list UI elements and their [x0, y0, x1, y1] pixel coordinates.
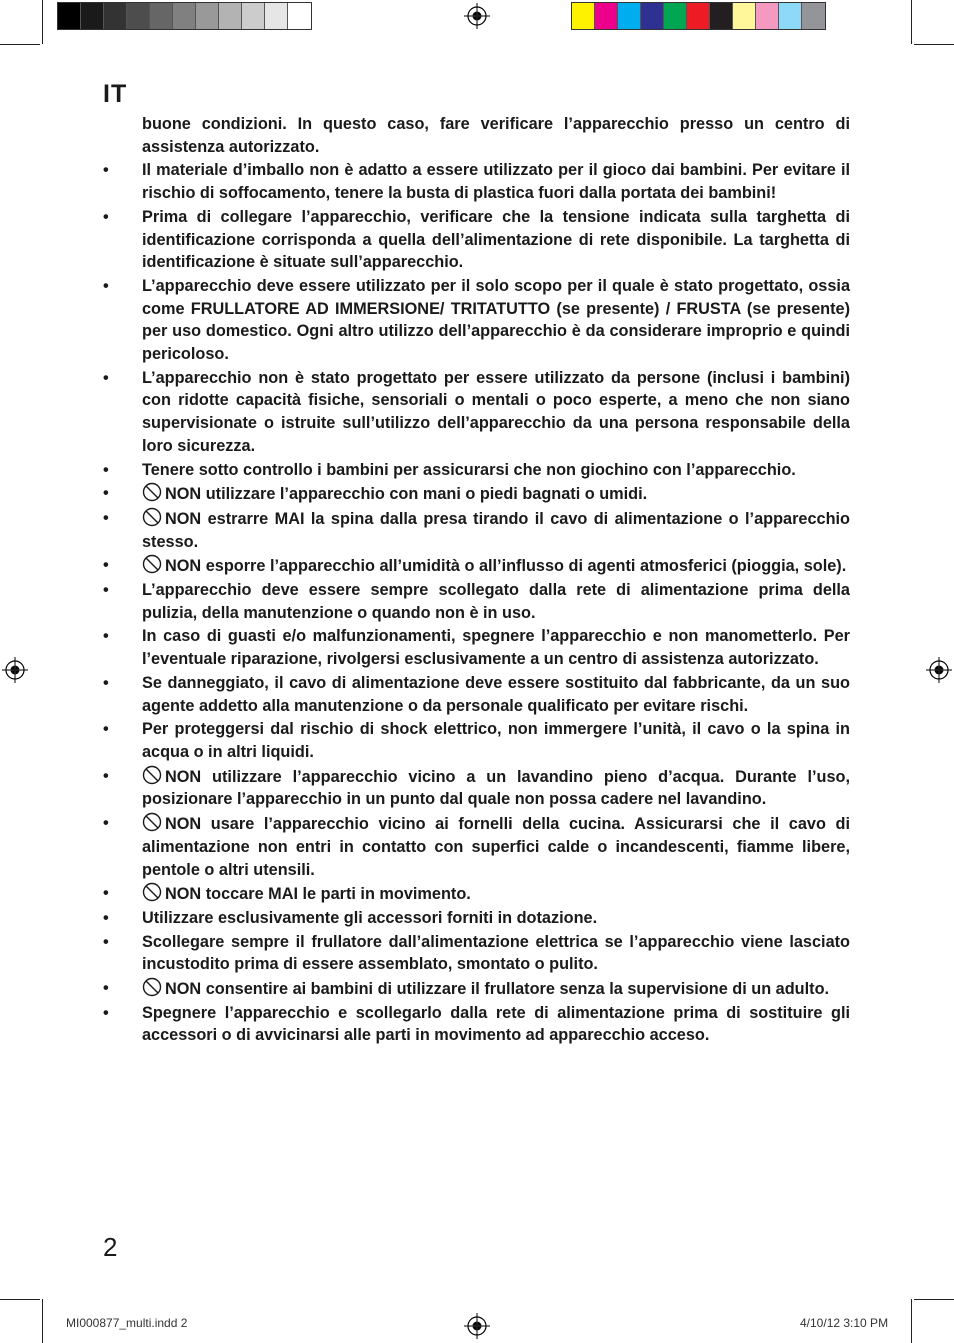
item-text: Spegnere l’apparecchio e scollegarlo dalla rete di alimentazione prima di sostituire gli accessori o di avvicinarsi alle parti in movimento ad apparecchio acceso.	[142, 1003, 850, 1045]
prohibition-icon	[142, 812, 162, 832]
bullet-marker: •	[103, 276, 109, 295]
crop-mark	[42, 1299, 43, 1343]
continued-paragraph	[103, 113, 850, 158]
color-swatch	[618, 3, 641, 29]
item-text: L’apparecchio deve essere sempre scollegato dalla rete di alimentazione prima della pulizia, della manutenzione o quando non è in uso.	[142, 581, 850, 622]
bullet-marker: •	[103, 766, 109, 785]
crop-mark	[914, 1299, 954, 1300]
bullet-marker: •	[103, 368, 109, 387]
gray-swatch	[127, 3, 150, 29]
bullet-marker: •	[103, 556, 109, 575]
bullet-item	[103, 554, 850, 578]
page-number: 2	[103, 1232, 118, 1262]
item-text: Per proteggersi dal rischio di shock elettrico, non immergere l’unità, il cavo o la spina in acqua o in altri liquidi.	[142, 720, 850, 761]
gray-swatch	[81, 3, 104, 29]
bullet-item	[103, 765, 850, 811]
bullet-item	[103, 718, 850, 763]
item-text: buone condizioni. In questo caso, fare verificare l’apparecchio presso un centro di assistenza autorizzato.	[142, 115, 850, 156]
bullet-item	[103, 459, 850, 482]
bullet-marker: •	[103, 932, 109, 951]
bullet-marker: •	[103, 1003, 109, 1022]
color-swatch	[779, 3, 802, 29]
bullet-item	[103, 931, 850, 976]
bullet-item	[103, 882, 850, 906]
item-text: Se danneggiato, il cavo di alimentazione deve essere sostituito dal fabbricante, da un suo agente addetto alla manutenzione o da personale qualificato per evitare rischi.	[142, 673, 850, 715]
process-color-bar	[571, 2, 826, 30]
registration-mark-icon	[464, 1313, 490, 1339]
bullet-marker: •	[103, 508, 109, 527]
item-text: L’apparecchio deve essere utilizzato per il solo scopo per il quale è stato progettato, ossia come FRULLATORE AD IMMERSIONE/ TRITATUTTO (se presente) / FRUSTA (se presente) per uso domestico. Ogni altro utilizzo dell’apparecchio è da considerare improprio e quindi pericoloso.	[142, 276, 850, 364]
prohibition-icon	[142, 554, 162, 574]
item-text: L’apparecchio non è stato progettato per essere utilizzato da persone (inclusi i bambini) con ridotte capacità fisiche, sensoriali o mentali o poco esperte, a meno che non siano supervisionate o istruite sull’utilizzo dell’apparecchio da una persona responsabile della loro sicurezza.	[142, 368, 850, 455]
item-text: NON consentire ai bambini di utilizzare il frullatore senza la supervisione di un adulto.	[165, 980, 830, 999]
bullet-marker: •	[103, 161, 109, 180]
crop-mark	[0, 44, 40, 45]
safety-instructions-list	[103, 113, 850, 1048]
bullet-marker: •	[103, 720, 109, 739]
prohibition-icon	[142, 977, 162, 997]
footer-timestamp: 4/10/12 3:10 PM	[800, 1316, 889, 1330]
item-text: Prima di collegare l’apparecchio, verificare che la tensione indicata sulla targhetta di identificazione corrisponda a quella dell’alimentazione di rete disponibile. La targhetta di identificazione è situate sull’apparecchio.	[142, 207, 850, 272]
bullet-item	[103, 812, 850, 881]
bullet-item	[103, 1002, 850, 1047]
item-text: NON toccare MAI le parti in movimento.	[165, 885, 471, 904]
color-swatch	[595, 3, 618, 29]
gray-swatch	[173, 3, 196, 29]
bullet-marker: •	[103, 673, 109, 692]
bullet-marker: •	[103, 207, 109, 226]
bullet-item	[103, 672, 850, 717]
registration-mark-icon	[926, 657, 952, 683]
bullet-item	[103, 482, 850, 506]
color-swatch	[687, 3, 710, 29]
item-text: Utilizzare esclusivamente gli accessori forniti in dotazione.	[142, 908, 598, 927]
grayscale-color-bar	[57, 2, 312, 30]
registration-mark-icon	[464, 3, 490, 29]
color-swatch	[802, 3, 825, 29]
bullet-marker: •	[103, 460, 109, 479]
bullet-marker: •	[103, 884, 109, 903]
gray-swatch	[219, 3, 242, 29]
gray-swatch	[104, 3, 127, 29]
bullet-item	[103, 579, 850, 624]
prohibition-icon	[142, 765, 162, 785]
color-swatch	[664, 3, 687, 29]
bullet-item	[103, 206, 850, 274]
bullet-marker: •	[103, 627, 109, 646]
footer-file-name: MI000877_multi.indd 2	[66, 1316, 188, 1330]
bullet-item	[103, 625, 850, 670]
item-text: NON usare l’apparecchio vicino ai fornelli della cucina. Assicurarsi che il cavo di alimentazione non entri in contatto con superfici calde o incandescenti, fiamme libere, pentole o altri utensili.	[142, 815, 850, 879]
crop-mark	[0, 1299, 40, 1300]
gray-swatch	[265, 3, 288, 29]
item-text: NON estrarre MAI la spina dalla presa tirando il cavo di alimentazione o l’apparecchio stesso.	[142, 509, 850, 551]
item-text: Il materiale d’imballo non è adatto a essere utilizzato per il gioco dai bambini. Per evitare il rischio di soffocamento, tenere la busta di plastica fuori dalla portata dei bambini!	[142, 161, 850, 203]
crop-mark	[911, 1299, 912, 1343]
color-swatch	[641, 3, 664, 29]
gray-swatch	[150, 3, 173, 29]
gray-swatch	[288, 3, 311, 29]
color-swatch	[756, 3, 779, 29]
crop-mark	[914, 44, 954, 45]
bullet-item	[103, 275, 850, 366]
crop-mark	[911, 0, 912, 44]
prohibition-icon	[142, 882, 162, 902]
bullet-item	[103, 507, 850, 553]
prohibition-icon	[142, 507, 162, 527]
item-text: Scollegare sempre il frullatore dall’alimentazione elettrica se l’apparecchio viene lasciato incustodito prima di essere assemblato, smontato o pulito.	[142, 932, 850, 974]
gray-swatch	[242, 3, 265, 29]
bullet-marker: •	[103, 979, 109, 998]
color-swatch	[733, 3, 756, 29]
item-text: In caso di guasti e/o malfunzionamenti, spegnere l’apparecchio e non manometterlo. Per l’eventuale riparazione, rivolgersi esclusivamente a un centro di assistenza autorizzato.	[142, 627, 850, 669]
registration-mark-icon	[2, 657, 28, 683]
bullet-item	[103, 367, 850, 458]
gray-swatch	[58, 3, 81, 29]
bullet-marker: •	[103, 814, 109, 833]
bullet-marker: •	[103, 581, 109, 600]
item-text: NON utilizzare l’apparecchio con mani o piedi bagnati o umidi.	[165, 485, 648, 504]
bullet-item	[103, 907, 850, 930]
bullet-item	[103, 977, 850, 1001]
crop-mark	[42, 0, 43, 44]
bullet-marker: •	[103, 484, 109, 503]
gray-swatch	[196, 3, 219, 29]
item-text: Tenere sotto controllo i bambini per assicurarsi che non giochino con l’apparecchio.	[142, 460, 796, 479]
item-text: NON utilizzare l’apparecchio vicino a un lavandino pieno d’acqua. Durante l’uso, posizionare l’apparecchio in un punto dal quale non possa cadere nel lavandino.	[142, 767, 850, 809]
prohibition-icon	[142, 482, 162, 502]
bullet-marker: •	[103, 908, 109, 927]
color-swatch	[710, 3, 733, 29]
item-text: NON esporre l’apparecchio all’umidità o all’influsso di agenti atmosferici (pioggia, sole).	[165, 557, 847, 576]
color-swatch	[572, 3, 595, 29]
bullet-item	[103, 159, 850, 204]
language-code: IT	[103, 80, 128, 108]
